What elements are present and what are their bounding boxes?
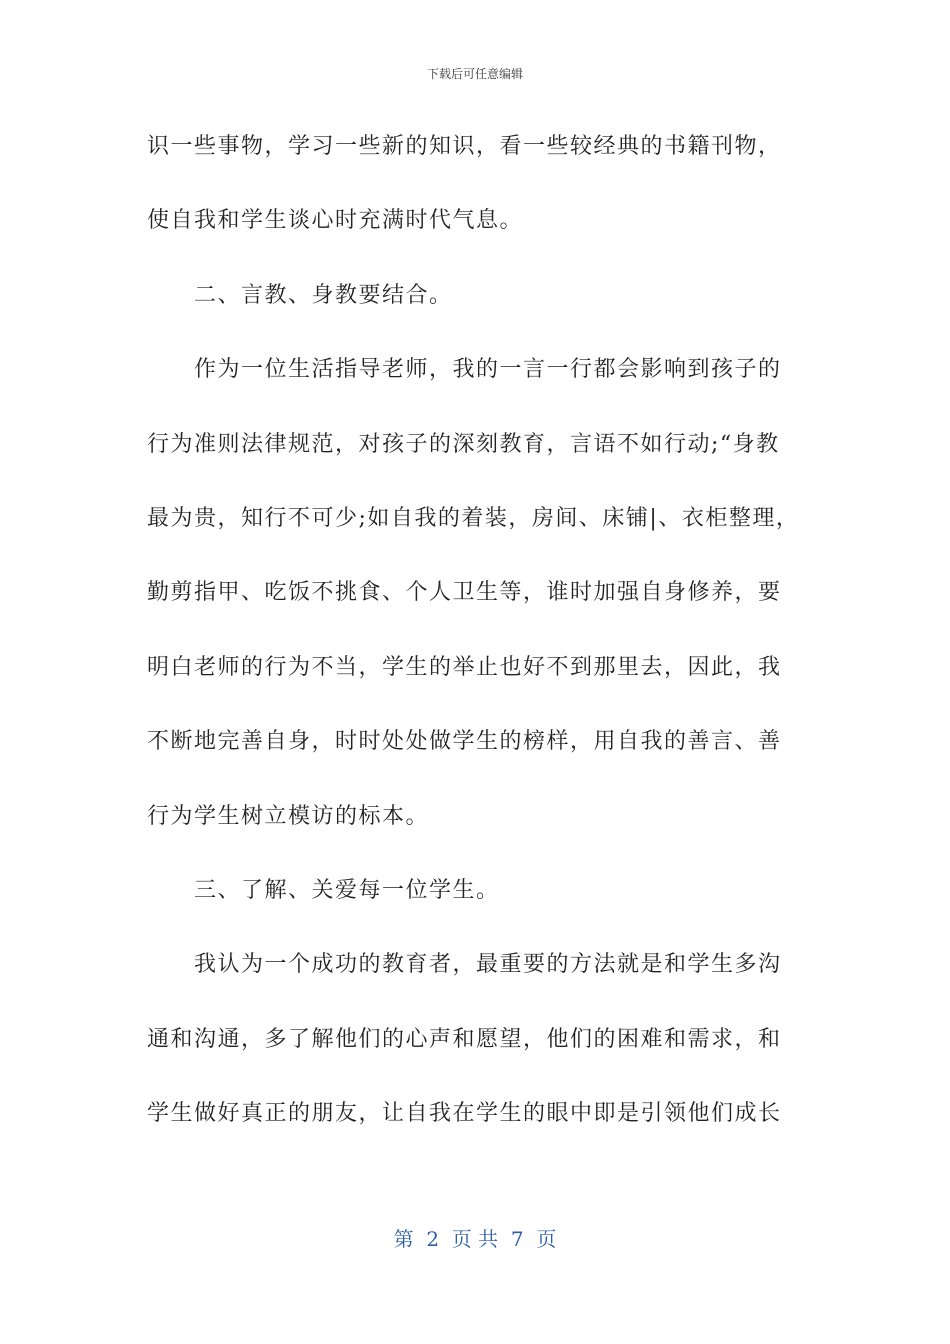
text-line-12: 我认为一个成功的教育者，最重要的方法就是和学生多沟	[194, 952, 782, 978]
page-number: 第 2 页 共 7 页	[393, 1227, 557, 1251]
text-line-10: 行为学生树立模访的标本。	[147, 803, 430, 829]
text-line-8: 明白老师的行为不当，学生的举止也好不到那里去，因此，我	[147, 654, 782, 680]
text-line-13: 通和沟通，多了解他们的心声和愿望，他们的困难和需求，和	[147, 1026, 782, 1052]
section-heading-2: 二、言教、身教要结合。	[194, 282, 453, 308]
page-header: 下载后可任意编辑	[426, 67, 523, 81]
text-line-6: 最为贵，知行不可少;如自我的着装，房间、床铺|、衣柜整理，	[147, 505, 800, 531]
text-line-7: 勤剪指甲、吃饭不挑食、个人卫生等，谁时加强自身修养，要	[147, 580, 782, 606]
text-line-5: 行为准则法律规范，对孩子的深刻教育，言语不如行动;“身教	[147, 431, 780, 457]
text-line-2: 使自我和学生谈心时充满时代气息。	[147, 208, 524, 234]
text-line-4: 作为一位生活指导老师，我的一言一行都会影响到孩子的	[194, 357, 782, 383]
document-body	[147, 127, 807, 1168]
text-line-14: 学生做好真正的朋友，让自我在学生的眼中即是引领他们成长	[147, 1101, 782, 1127]
section-heading-3: 三、了解、关爱每一位学生。	[194, 877, 500, 903]
text-line-9: 不断地完善自身，时时处处做学生的榜样，用自我的善言、善	[147, 729, 782, 755]
text-line-1: 识一些事物，学习一些新的知识，看一些较经典的书籍刊物，	[147, 134, 782, 159]
